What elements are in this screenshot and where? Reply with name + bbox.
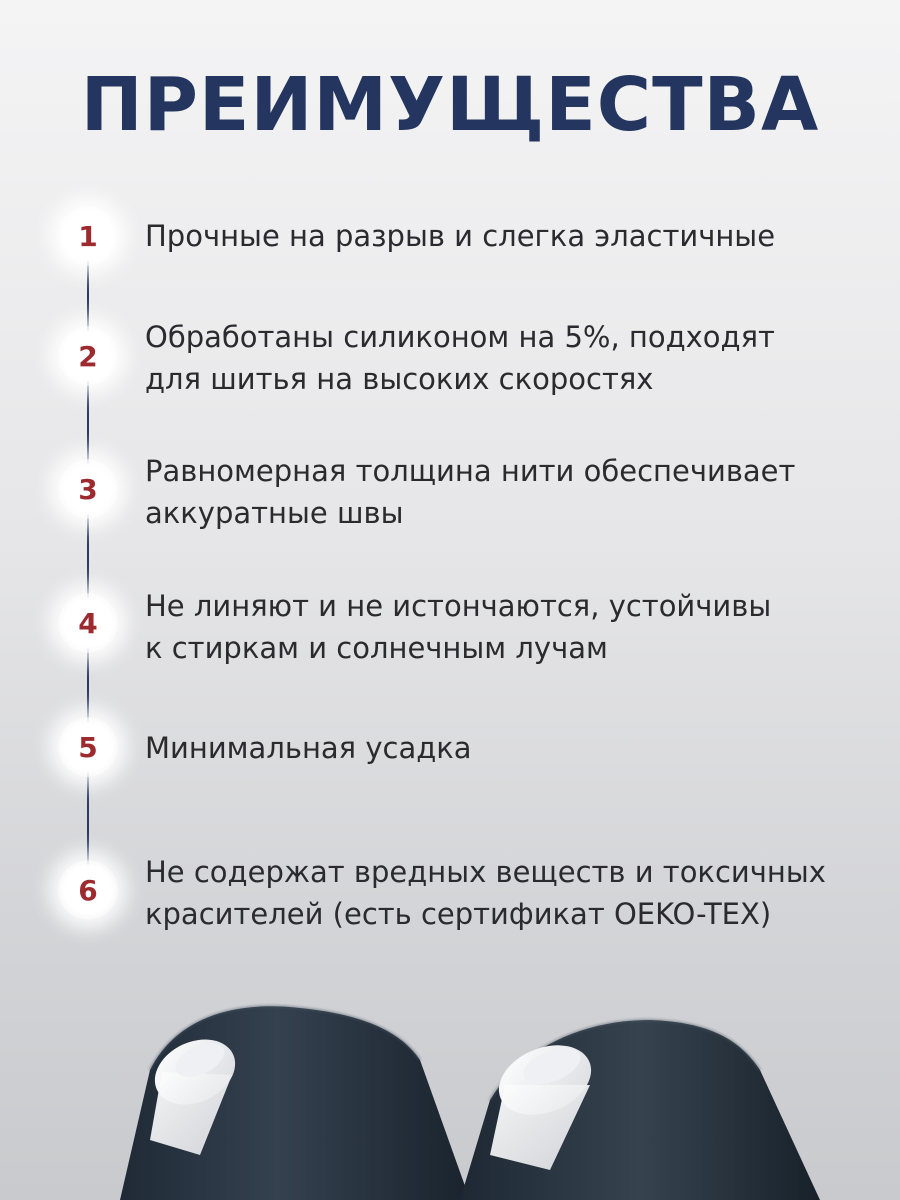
item-number: 5 <box>78 730 98 764</box>
number-badge <box>58 593 118 653</box>
item-text <box>145 316 865 400</box>
item-text-line: Не содержат вредных веществ и токсичных <box>145 855 826 889</box>
item-text-line: аккуратные швы <box>145 496 404 530</box>
spool-right <box>460 1020 820 1200</box>
item-number: 3 <box>78 472 98 506</box>
item-text-line: Обработаны силиконом на 5%, подходят <box>145 320 775 354</box>
item-text-line: Равномерная толщина нити обеспечивает <box>145 454 796 488</box>
item-text <box>145 727 865 769</box>
item-number: 6 <box>78 873 98 907</box>
item-text <box>145 450 865 534</box>
thread-spools-image <box>0 980 900 1200</box>
spool-left <box>120 1006 470 1200</box>
item-text-line: для шитья на высоких скоростях <box>145 362 654 396</box>
item-text <box>145 215 865 257</box>
item-text <box>145 585 865 669</box>
item-text-line: Прочные на разрыв и слегка эластичные <box>145 219 776 253</box>
item-text <box>145 851 865 935</box>
item-text-line: Минимальная усадка <box>145 731 472 765</box>
item-text-line: Не линяют и не истончаются, устойчивы <box>145 589 772 623</box>
item-text-line: к стиркам и солнечным лучам <box>145 631 608 665</box>
item-number: 2 <box>78 339 98 373</box>
page-title: ПРЕИМУЩЕСТВА <box>80 62 820 148</box>
number-badge <box>58 206 118 266</box>
item-number: 4 <box>78 606 98 640</box>
number-badge <box>58 326 118 386</box>
number-badge <box>58 459 118 519</box>
number-badge <box>58 860 118 920</box>
item-number: 1 <box>78 219 98 253</box>
number-badge <box>58 717 118 777</box>
item-text-line: красителей (есть сертификат OEKO-TEX) <box>145 897 772 931</box>
